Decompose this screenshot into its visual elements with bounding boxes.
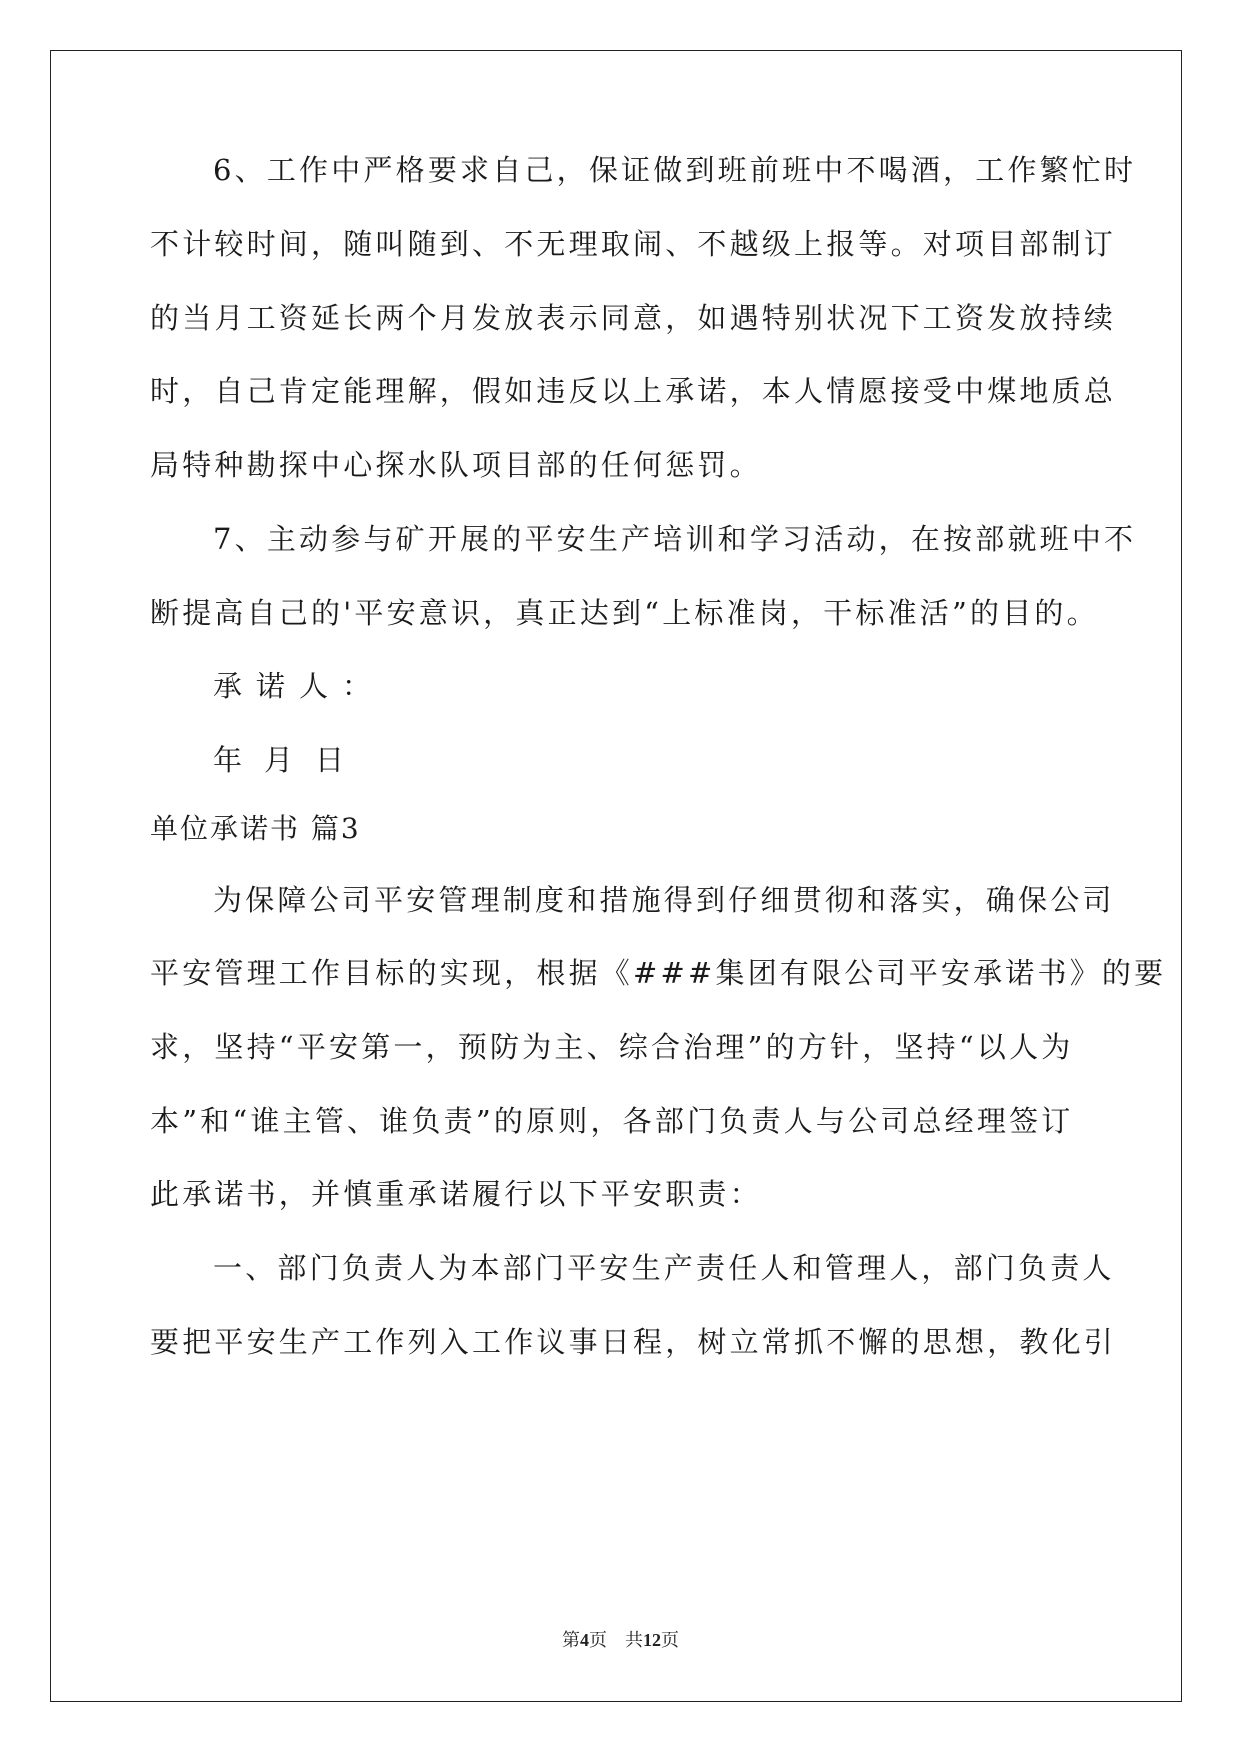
paragraph-line: 7、主动参与矿开展的平安生产培训和学习活动，在按部就班中不: [213, 522, 1137, 556]
section-heading: 单位承诺书 篇3: [150, 812, 361, 845]
paragraph-line: 本”和“谁主管、谁负责”的原则，各部门负责人与公司总经理签订: [150, 1104, 1074, 1138]
paragraph-line: 时，自己肯定能理解，假如违反以上承诺，本人情愿接受中煤地质总: [150, 374, 1117, 408]
paragraph-line: 此承诺书，并慎重承诺履行以下平安职责：: [150, 1177, 762, 1211]
footer-prefix: 第: [562, 1630, 580, 1650]
current-page-number: 4: [580, 1630, 589, 1650]
footer-middle: 页 共: [589, 1630, 643, 1650]
paragraph-line: 为保障公司平安管理制度和措施得到仔细贯彻和落实，确保公司: [213, 883, 1115, 917]
paragraph-line: 一、部门负责人为本部门平安生产责任人和管理人，部门负责人: [213, 1251, 1115, 1285]
paragraph-line: 平安管理工作目标的实现，根据《###集团有限公司平安承诺书》的要: [150, 956, 1167, 990]
signatory-label: 承诺人：: [213, 669, 386, 703]
paragraph-line: 的当月工资延长两个月发放表示同意，如遇特别状况下工资发放持续: [150, 301, 1117, 335]
paragraph-line: 断提高自己的'平安意识，真正达到“上标准岗，干标准活”的目的。: [150, 596, 1099, 630]
date-label: 年月日: [213, 743, 367, 777]
paragraph-line: 局特种勘探中心探水队项目部的任何惩罚。: [150, 448, 762, 482]
paragraph-line: 要把平安生产工作列入工作议事日程，树立常抓不懈的思想，教化引: [150, 1325, 1117, 1359]
paragraph-line: 不计较时间，随叫随到、不无理取闹、不越级上报等。对项目部制订: [150, 227, 1117, 261]
paragraph-line: 求，坚持“平安第一，预防为主、综合治理”的方针，坚持“以人为: [150, 1030, 1074, 1064]
footer-suffix: 页: [661, 1630, 679, 1650]
paragraph-line: 6、工作中严格要求自己，保证做到班前班中不喝酒，工作繁忙时: [213, 153, 1137, 187]
total-pages-number: 12: [643, 1630, 661, 1650]
page-footer: [0, 1626, 1241, 1652]
